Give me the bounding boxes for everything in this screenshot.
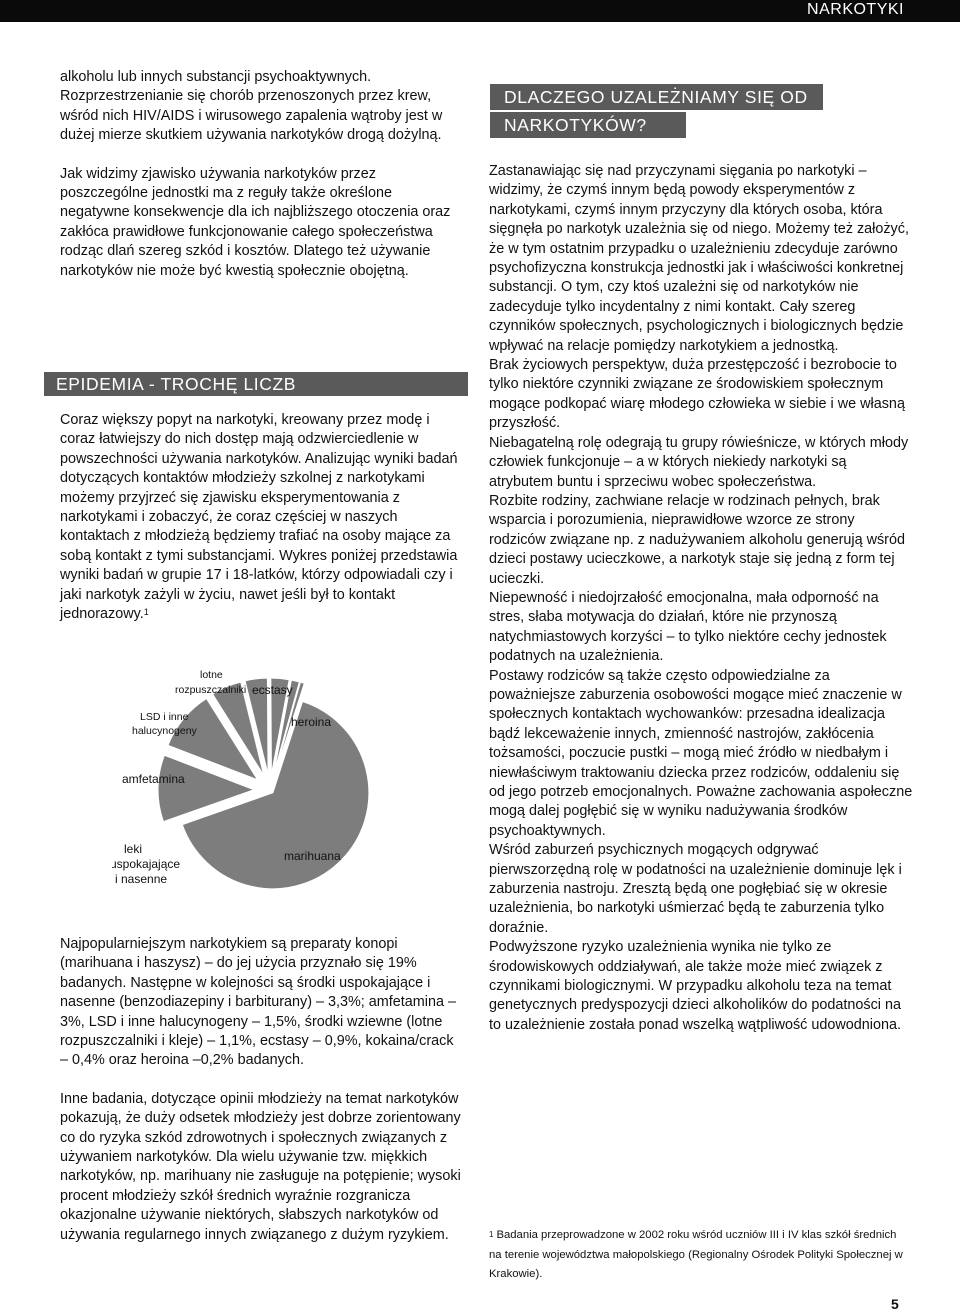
right-paragraph-1: Zastanawiając się nad przyczynami sięgania po narkotyki – widzimy, że czymś innym będą powody eksperymentów z narkotykami, czymś innym przyczyny dla których osoba, która sięgnęła po narkotyk uzależnia się od niego. Możemy też założyć, że w tym ostatnim przypadku o uzależnieniu zdecyduje zarówno psychofizyczna konstrukcja jednostki jak i właściwości konkretnej substancji. O tym, czy ktoś uzależni się od narkotyków nie zadecyduje tylko incydentalny z nimi kontakt. Cały szereg czynników społecznych, psychologicznych i biologicznych będzie wpływać na relacje pomiędzy narkotykiem a jednostką. <box>489 163 909 354</box>
left-paragraph-1: alkoholu lub innych substancji psychoaktywnych. Rozprzestrzenianie się chorób przenoszonych przez krew, wśród nich HIV/AIDS i wirusowego zapalenia wątroby jest w dużej mierze skutkiem używania narkotyków drogą dożylną. <box>60 69 443 144</box>
right-paragraph-8: Podwyższone ryzyko uzależnienia wynika nie tylko ze środowiskowych oddziaływań, ale także może mieć związek z czynnikami biologicznymi. W przypadku alkoholu teza na temat genetycznych predyspozycji dzieci alkoholików do podatności na to uzależnienie została ponad wszelką wątpliwość udowodniona. <box>489 939 901 1033</box>
label-leki-3: i nasenne <box>115 872 168 886</box>
label-ecstasy: ecstasy <box>252 683 293 697</box>
label-amfetamina: amfetamina <box>122 772 185 786</box>
label-leki-1: leki <box>124 842 143 856</box>
header-title: NARKOTYKI <box>807 1 904 18</box>
section-heading-dlaczego-line-2: NARKOTYKÓW? <box>490 112 686 138</box>
label-lotne-2: rozpuszczalniki <box>175 684 247 696</box>
left-column-summary <box>60 935 464 1245</box>
label-lsd-2: halucynogeny <box>132 725 197 737</box>
pie-chart-svg <box>112 662 398 898</box>
right-paragraph-6: Postawy rodziców są także często odpowiedzialne za poważniejsze zaburzenia osobowości mogące mieć znaczenie w społecznych kontaktach wychowanków: przesadna idealizacja bądź lekceważenie innych, zmienność nastrojów, zakłócenia tożsamości, poczucie pustki – mogą mieć źródło w niedbałym i niewłaściwym traktowaniu dziecka przez rodziców, oddaleniu się od jego potrzeb emocjonalnych. Poważne zachowania aspołeczne mogą dalej pogłębić się w wyniku nadużywania środków psychoaktywnych. <box>489 667 913 839</box>
label-heroina: heroina <box>291 715 332 729</box>
left-paragraph-3 <box>60 411 464 624</box>
left-column-intro <box>60 68 462 281</box>
header-bar <box>0 0 960 22</box>
right-paragraph-2: Brak życiowych perspektyw, duża przestępczość i bezrobocie to tylko niektóre czynniki związane ze środowiskiem społecznym mogące podkopać wiarę młodego człowieka w siebie i we własną przyszłość. <box>489 357 905 432</box>
section-heading-dlaczego-line-1: DLACZEGO UZALEŻNIAMY SIĘ OD <box>490 84 823 110</box>
pie-chart <box>112 662 398 898</box>
right-paragraph-7: Wśród zaburzeń psychicznych mogących odgrywać pierwszorzędną rolę w podatności na uzależnienie dominuje lęk i zaburzenia nastroju. Zresztą będą one pogłębiać się w okresie uzależnienia, bo narkotyki uśmierzać będą te zaburzenia tylko doraźnie. <box>489 842 902 936</box>
left-paragraph-4: Najpopularniejszym narkotykiem są preparaty konopi (marihuana i haszysz) – do jej użycia przyznało się 19% badanych. Następne w kolejności są środki uspokajające i nasenne (benzodiazepiny i barbiturany) – 3,3%; amfetamina – 3%, LSD i inne halucynogeny – 1,5%, środki wziewne (lotne rozpuszczalniki i kleje) – 1,1%, ecstasy – 0,9%, kokaina/crack – 0,4% oraz heroina –0,2% badanych. <box>60 936 456 1069</box>
label-marihuana: marihuana <box>284 849 341 863</box>
right-paragraph-5: Niepewność i niedojrzałość emocjonalna, mała odporność na stres, słaba motywacja do działań, które nie przynoszą natychmiastowych korzyści – to tylko niektóre cechy jednostek podatnych na uzależnienia. <box>489 589 887 665</box>
label-lsd-1: LSD i inne <box>140 711 189 723</box>
right-paragraph-4: Rozbite rodziny, zachwiane relacje w rodzinach pełnych, brak wsparcia i porozumienia, nieprawidłowe wzorce ze strony rodziców związane np. z nadużywaniem alkoholu generują wśród dzieci postawy ucieczkowe, a narkotyk staje się jedną z form tej ucieczki. <box>489 492 905 587</box>
label-leki-2: uspokajające <box>112 857 181 871</box>
label-lotne-1: lotne <box>200 669 223 681</box>
left-paragraph-3-text: Coraz większy popyt na narkotyki, kreowany przez modę i coraz łatwiejszy do nich dostęp mają odzwierciedlenie w powszechności używania narkotyków. Analizując wyniki badań dotyczących kontaktów młodzieży szkolnej z narkotykami możemy przyjrzeć się zjawisku eksperymentowania z narkotykami i zobaczyć, że coraz częściej w naszych kontaktach z młodzieżą będziemy trafiać na osoby mające za sobą kontakt z tymi substancjami. Wykres poniżej przedstawia wyniki badań w grupie 17 i 18-latków, którzy odpowiadali czy i jaki narkotyk zażyli w życiu, nawet jeśli był to kontakt jednorazowy. <box>60 412 458 623</box>
left-column-epidemia <box>60 411 464 624</box>
right-column <box>489 162 914 1035</box>
footnote <box>489 1226 909 1285</box>
left-paragraph-5: Inne badania, dotyczące opinii młodzieży na temat narkotyków pokazują, że duży odsetek młodzieży jest dobrze zorientowany co do ryzyka szkód zdrowotnych i społecznych związanych z używaniem narkotyków. Dla wielu używanie tzw. miękkich narkotyków, np. marihuany nie zasługuje na potępienie; wysoki procent młodzieży szkół średnich wyraźnie rozgranicza okazjonalne używanie niektórych, słabszych narkotyków od używania regularnego innych związanego z dużym ryzykiem. <box>60 1090 461 1243</box>
section-heading-epidemia: EPIDEMIA - TROCHĘ LICZB <box>44 372 468 396</box>
footnote-text: Badania przeprowadzone w 2002 roku wśród uczniów III i IV klas szkół średnich na terenie województwa małopolskiego (Regionalny Ośrodek Polityki Społecznej w Krakowie). <box>489 1229 903 1281</box>
left-paragraph-2: Jak widzimy zjawisko używania narkotyków przez poszczególne jednostki ma z reguły także określone negatywne konsekwencje dla ich najbliższego otoczenia oraz zakłóca prawidłowe funkcjonowanie całego społeczeństwa rodząc dlań szereg szkód i kosztów. Dlatego też używanie narkotyków nie może być kwestią społecznie obojętną. <box>60 165 451 279</box>
footnote-number: 1 <box>489 1230 494 1239</box>
page-number: 5 <box>891 1296 899 1312</box>
right-paragraph-3: Niebagatelną rolę odegrają tu grupy rówieśnicze, w których młody człowiek funkcjonuje – a w których niekiedy narkotyki są atrybutem buntu i sprzeciwu wobec społeczeństwa. <box>489 434 909 490</box>
footnote-ref[interactable]: 1 <box>143 607 149 618</box>
